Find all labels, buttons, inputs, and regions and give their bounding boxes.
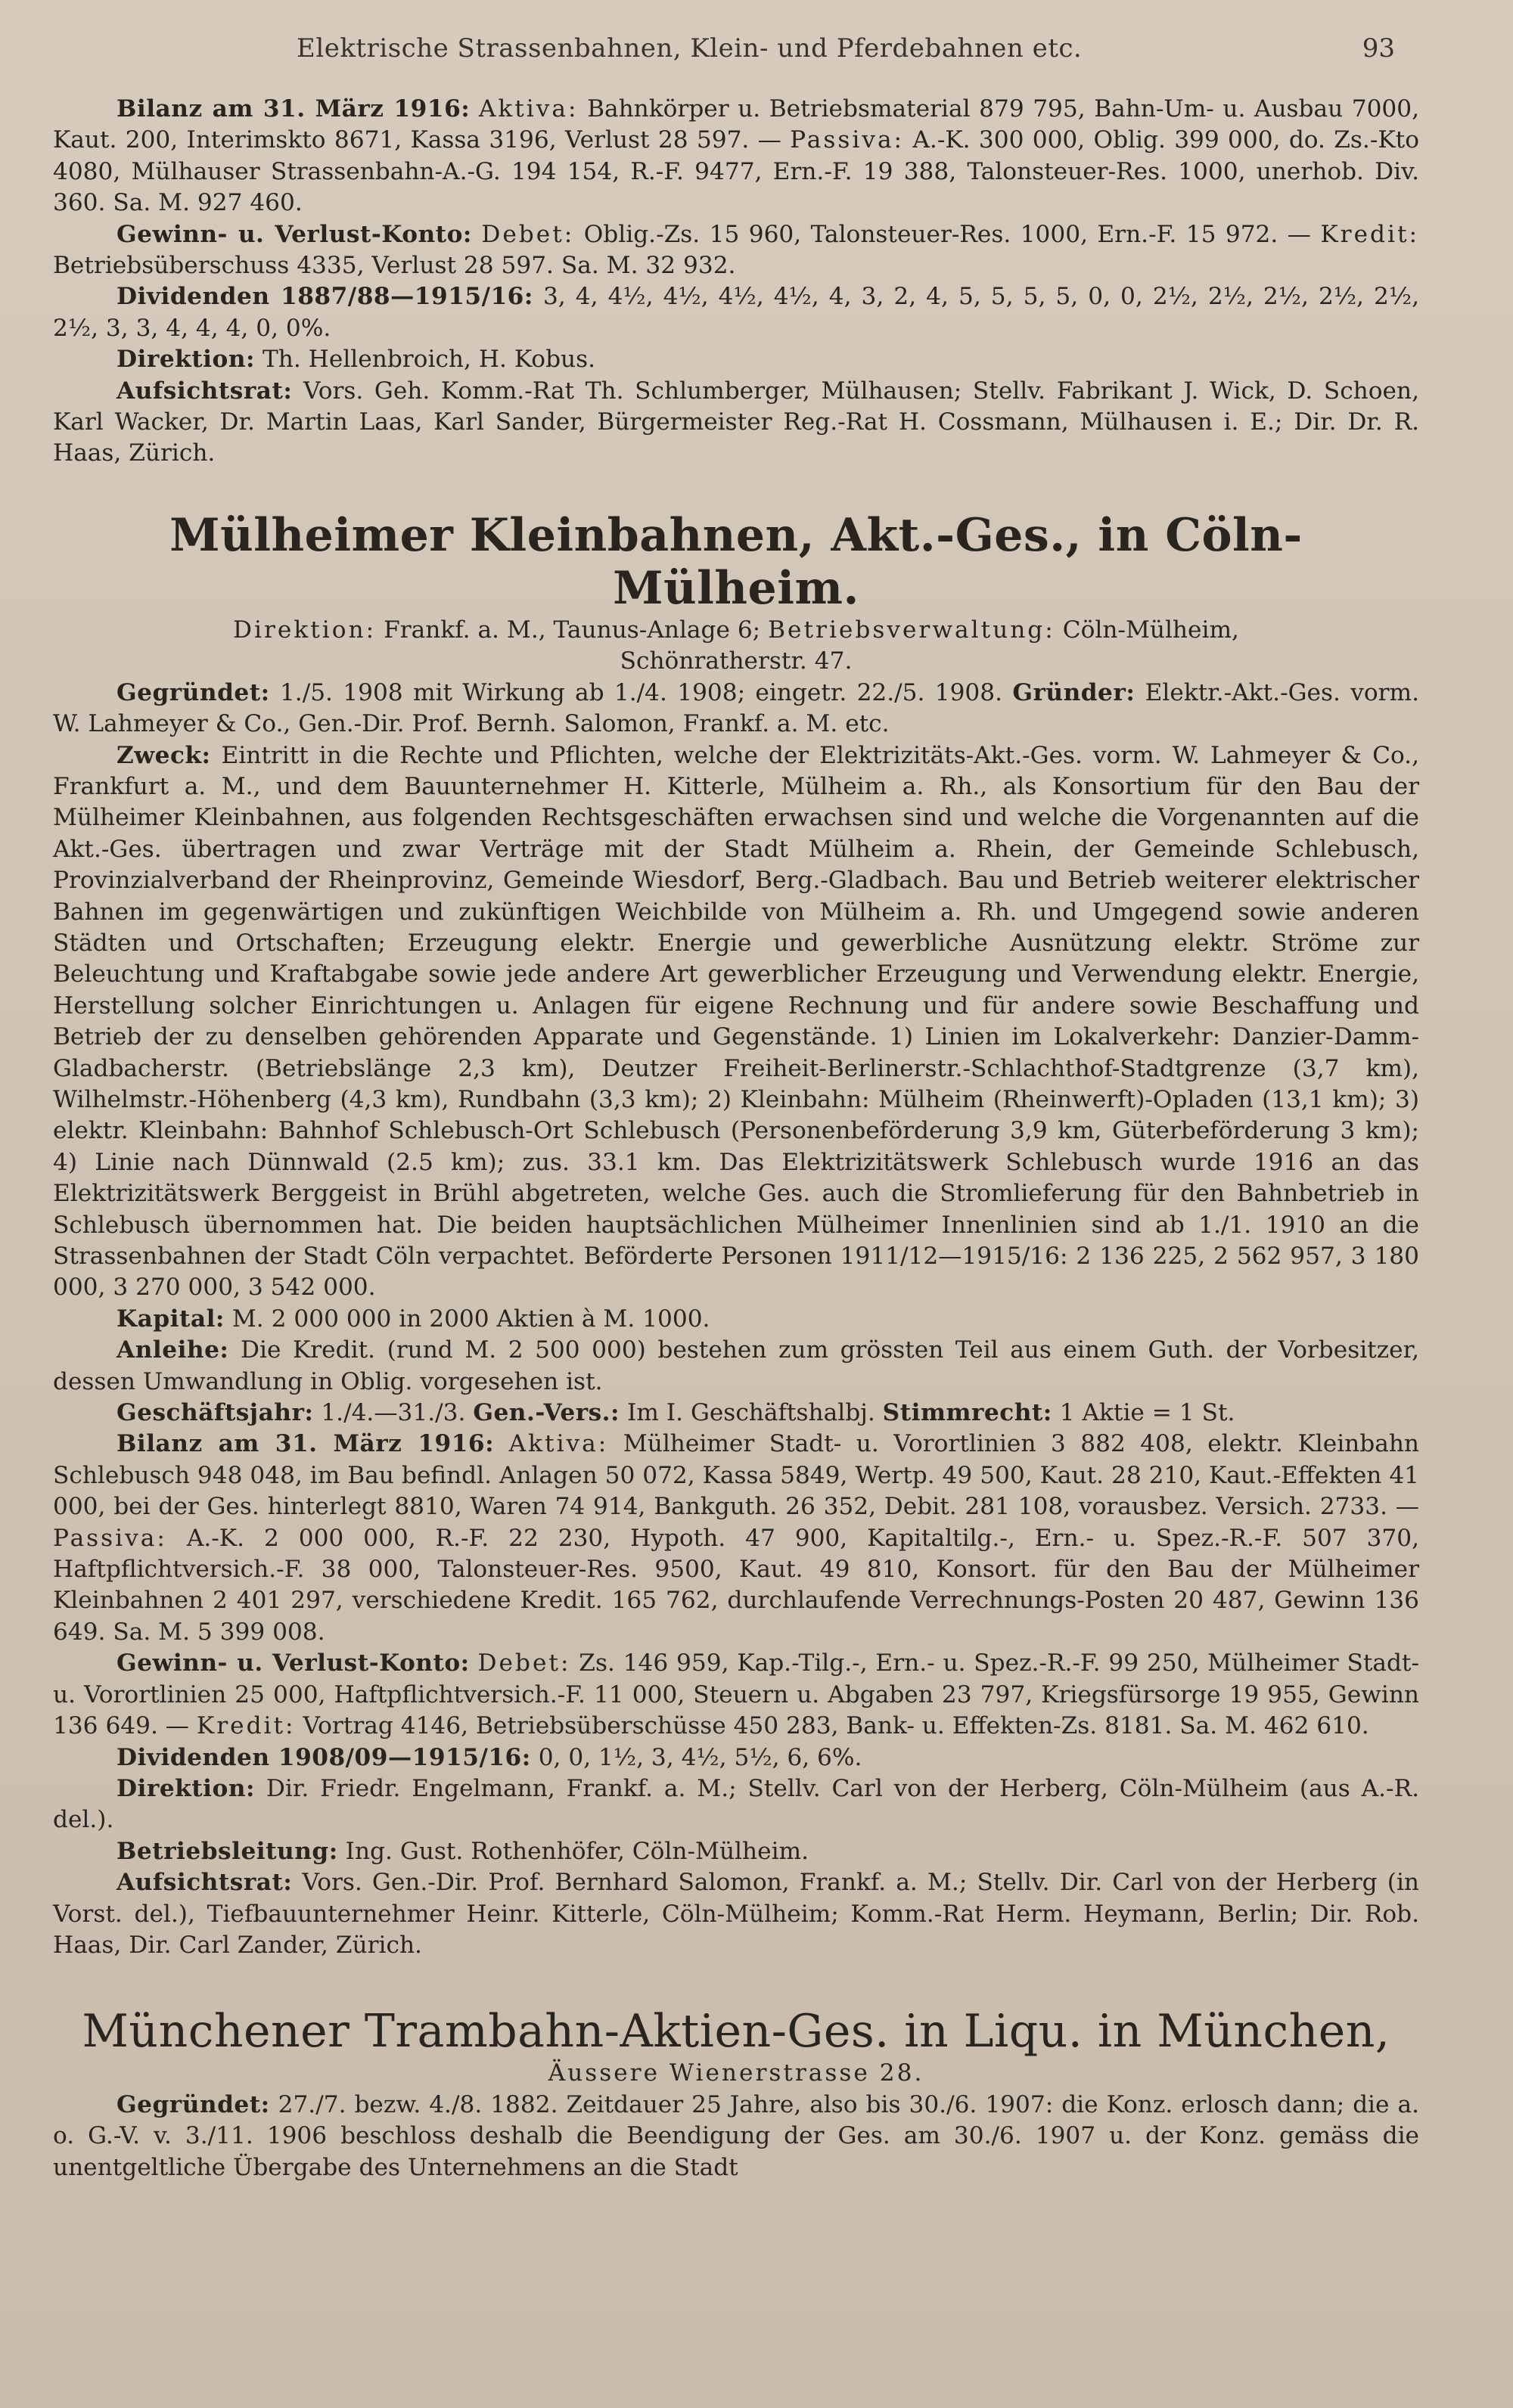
c1-aktiva-text: Mülheimer Stadt- u. Vorortlinien 3 882 408, elektr. Kleinbahn Schlebusch 948 048, im Bau befindl. Anlagen 50 072, Kassa 5849, Wertp. 49 500, Kaut. 28 210, Kaut.-Effekten 41 000, bei der Ges. hinterlegt 8810, Waren 74 914, Bankguth. 26 352, Debit. 281 108, vorausbez. Versich. 2733. — xyxy=(53,1430,1419,1521)
prev-direktion-text: Th. Hellenbroich, H. Kobus. xyxy=(262,346,596,374)
c1-geschaeftsjahr xyxy=(53,1398,1419,1429)
c1-geschaeftsjahr-text: 1./4.—31./3. xyxy=(321,1399,466,1427)
c1-gv-label: Gen.-Vers.: xyxy=(473,1399,620,1427)
c1-passiva-text: A.-K. 2 000 000, R.-F. 22 230, Hypoth. 47 900, Kapitaltilg.-, Ern.- u. Spez.-R.-F. 507 370, Haftpflichtversich.-F. 38 000, Talonsteuer-Res. 9500, Kaut. 49 810, Konsort. für den Bau der Mülheimer Kleinbahnen 2 401 297, verschiedene Kredit. 165 762, durchlaufende Verrechnungs-Posten 20 487, Gewinn 136 649. Sa. M. 5 399 008. xyxy=(53,1524,1419,1646)
prev-debet-text: Oblig.-Zs. 15 960, Talonsteuer-Res. 1000, Ern.-F. 15 972. — xyxy=(583,220,1311,248)
c1-gruender-label: Gründer: xyxy=(1012,678,1136,706)
c2-gegruendet-text: 27./7. bezw. 4./8. 1882. Zeitdauer 25 Jahre, also bis 30./6. 1907: die Konz. erlosch dann; die a. o. G.-V. v. 3./11. 1906 beschloss deshalb die Beendigung der Ges. am 30./6. 1907 u. der Konz. gemäss die unentgeltliche Übergabe des Unternehmens an die Stadt xyxy=(53,2090,1419,2181)
c1-kredit-text: Vortrag 4146, Betriebsüberschüsse 450 283, Bank- u. Effekten-Zs. 8181. Sa. M. 462 610. xyxy=(303,1712,1369,1740)
c1-dividenden-text: 0, 0, 1½, 3, 4½, 5½, 6, 6%. xyxy=(538,1743,862,1771)
c1-passiva-label: Passiva: xyxy=(53,1524,167,1552)
c1-zweck xyxy=(53,740,1419,1304)
prev-aktiva-label: Aktiva: xyxy=(478,95,579,123)
c2-address: Äussere Wienerstrasse 28. xyxy=(548,2059,924,2087)
prev-guv-label: Gewinn- u. Verlust-Konto: xyxy=(117,220,472,248)
c1-kapital xyxy=(53,1304,1419,1335)
c1-address-line2: Schönratherstr. 47. xyxy=(620,647,853,675)
c1-dividenden xyxy=(53,1742,1419,1773)
c1-aufsichtsrat-label: Aufsichtsrat: xyxy=(117,1869,293,1897)
running-head-title: Elektrische Strassenbahnen, Klein- und Pferdebahnen etc. xyxy=(297,33,1083,64)
c2-gegruendet xyxy=(53,2090,1419,2183)
c1-gegruendet xyxy=(53,678,1419,740)
prev-bilanz xyxy=(53,94,1419,219)
c1-stimmrecht-label: Stimmrecht: xyxy=(882,1399,1052,1427)
page-number: 93 xyxy=(1362,33,1395,64)
c1-aktiva-label: Aktiva: xyxy=(508,1430,609,1458)
c1-gegruendet-text: 1./5. 1908 mit Wirkung ab 1./4. 1908; eingetr. 22./5. 1908. xyxy=(279,678,1003,706)
c1-gegruendet-label: Gegründet: xyxy=(117,678,270,706)
c1-betriebsverwaltung-text: Cöln-Mülheim, xyxy=(1062,616,1239,644)
prev-aufsichtsrat-text: Vors. Geh. Komm.-Rat Th. Schlumberger, Mülhausen; Stellv. Fabrikant J. Wick, D. Schoen, Karl Wacker, Dr. Martin Laas, Karl Sander, Bürgermeister Reg.-Rat H. Cossmann, Mülhausen i. E.; Dir. Dr. R. Haas, Zürich. xyxy=(53,377,1419,467)
c1-kredit-label: Kredit: xyxy=(196,1712,296,1740)
c1-gruender-text: Elektr.-Akt.-Ges. vorm. W. Lahmeyer & Co., Gen.-Dir. Prof. Bernh. Salomon, Frankf. a. M. etc. xyxy=(53,678,1420,738)
company-title-muelheimer: Mülheimer Kleinbahnen, Akt.-Ges., in Cöln-Mülheim. xyxy=(169,508,1303,615)
c1-direktion-text: Dir. Friedr. Engelmann, Frankf. a. M.; Stellv. Carl von der Herberg, Cöln-Mülheim (aus A.-R. del.). xyxy=(53,1774,1419,1834)
c1-betriebsleitung-text: Ing. Gust. Rothenhöfer, Cöln-Mülheim. xyxy=(345,1837,809,1865)
c1-kapital-text: M. 2 000 000 in 2000 Aktien à M. 1000. xyxy=(231,1305,710,1333)
prev-bilanz-label: Bilanz am 31. März 1916: xyxy=(117,95,471,123)
prev-dividenden-text: 3, 4, 4½, 4½, 4½, 4½, 4, 3, 2, 4, 5, 5, 5, 5, 0, 0, 2½, 2½, 2½, 2½, 2½, 2½, 3, 3, 4, 4, 4, 0, 0%. xyxy=(53,283,1419,342)
c1-stimmrecht-text: 1 Aktie = 1 St. xyxy=(1059,1399,1235,1427)
c2-gegruendet-label: Gegründet: xyxy=(117,2090,270,2118)
c1-aufsichtsrat xyxy=(53,1867,1419,1961)
c1-geschaeftsjahr-label: Geschäftsjahr: xyxy=(117,1399,314,1427)
c1-direktion-address xyxy=(53,615,1419,646)
c1-anleihe-label: Anleihe: xyxy=(117,1336,229,1364)
c1-debet-label: Debet: xyxy=(477,1649,571,1677)
prev-aufsichtsrat-label: Aufsichtsrat: xyxy=(117,377,293,405)
c1-zweck-label: Zweck: xyxy=(117,741,211,769)
prev-direktion xyxy=(53,344,1419,375)
c1-bilanz xyxy=(53,1429,1419,1648)
prev-dividenden-label: Dividenden 1887/88—1915/16: xyxy=(117,283,533,311)
prev-guv xyxy=(53,219,1419,282)
prev-aktiva-text: Bahnkörper u. Betriebsmaterial 879 795, Bahn-Um- u. Ausbau 7000, Kaut. 200, Interimskto 8671, Kassa 3196, Verlust 28 597. — xyxy=(53,95,1420,154)
prev-kredit-label: Kredit: xyxy=(1320,220,1420,248)
page-body xyxy=(53,94,1419,2183)
running-head xyxy=(0,33,1513,79)
c1-direktion-head-text: Frankf. a. M., Taunus-Anlage 6; xyxy=(384,616,761,644)
prev-direktion-label: Direktion: xyxy=(117,346,256,374)
c1-direktion-label: Direktion: xyxy=(117,1774,256,1802)
prev-debet-label: Debet: xyxy=(481,220,575,248)
c1-bilanz-label: Bilanz am 31. März 1916: xyxy=(117,1430,495,1458)
company-title-muenchener: Münchener Trambahn-Aktien-Ges. in Liqu. in München, xyxy=(82,2005,1390,2059)
c1-betriebsleitung xyxy=(53,1836,1419,1867)
c1-anleihe xyxy=(53,1335,1419,1398)
c1-aufsichtsrat-text: Vors. Gen.-Dir. Prof. Bernhard Salomon, Frankf. a. M.; Stellv. Dir. Carl von der Herberg (in Vorst. del.), Tiefbauunternehmer Heinr. Kitterle, Cöln-Mülheim; Komm.-Rat Herm. Heymann, Berlin; Dir. Rob. Haas, Dir. Carl Zander, Zürich. xyxy=(53,1869,1419,1959)
c1-dividenden-label: Dividenden 1908/09—1915/16: xyxy=(117,1743,531,1771)
c1-anleihe-text: Die Kredit. (rund M. 2 500 000) bestehen zum grössten Teil aus einem Guth. der Vorbesitzer, dessen Umwandlung in Oblig. vorgesehen ist. xyxy=(53,1336,1419,1395)
prev-dividenden xyxy=(53,281,1419,344)
c1-direktion-head-label: Direktion: xyxy=(233,616,377,644)
c1-betriebsverwaltung-label: Betriebsverwaltung: xyxy=(768,616,1055,644)
c1-gv-text: Im I. Geschäftshalbj. xyxy=(626,1399,875,1427)
c1-zweck-text: Eintritt in die Rechte und Pflichten, welche der Elektrizitäts-Akt.-Ges. vorm. W. Lahmeyer & Co., Frankfurt a. M., und dem Bauunternehmer H. Kitterle, Mülheim a. Rh., als Konsortium für den Bau der Mülheimer Kleinbahnen, aus folgenden Rechtsgeschäften erwachsen sind und welche die Vorgenannten auf die Akt.-Ges. übertragen und zwar Verträge mit der Stadt Mülheim a. Rhein, der Gemeinde Schlebusch, Provinzialverband der Rheinprovinz, Gemeinde Wiesdorf, Berg.-Gladbach. Bau und Betrieb weiterer elektrischer Bahnen im gegenwärtigen und zukünftigen Weichbilde von Mülheim a. Rh. und Umgegend sowie anderen Städten und Ortschaften; Erzeugung elektr. Energie und gewerbliche Ausnützung elektr. Ströme zur Beleuchtung und Kraftabgabe sowie jede andere Art gewerblicher Erzeugung und Verwendung elektr. Energie, Herstellung solcher Einrichtungen u. Anlagen für eigene Rechnung und für andere sowie Beschaffung und Betrieb der zu denselben gehörenden Apparate und Gegenstände. 1) Linien im Lokalverkehr: Danzier-Damm-Gladbacherstr. (Betriebslänge 2,3 km), Deutzer Freiheit-Berlinerstr.-Schlachthof-Stadtgrenze (3,7 km), Wilhelmstr.-Höhenberg (4,3 km), Rundbahn (3,3 km); 2) Kleinbahn: Mülheim (Rheinwerft)-Opladen (13,1 km); 3) elektr. Kleinbahn: Bahnhof Schlebusch-Ort Schlebusch (Personenbeförderung 3,9 km, Güterbeförderung 3 km); 4) Linie nach Dünnwald (2.5 km); zus. 33.1 km. Das Elektrizitätswerk Schlebusch wurde 1916 an das Elektrizitätswerk Berggeist in Brühl abgetreten, welche Ges. auch die Stromlieferung für den Bahnbetrieb in Schlebusch übernommen hat. Die beiden hauptsächlichen Mülheimer Innenlinien sind ab 1./1. 1910 an die Strassenbahnen der Stadt Cöln verpachtet. Beförderte Personen 1911/12—1915/16: 2 136 225, 2 562 957, 3 180 000, 3 270 000, 3 542 000. xyxy=(53,741,1419,1302)
c1-guv-label: Gewinn- u. Verlust-Konto: xyxy=(117,1649,470,1677)
c1-direktion xyxy=(53,1773,1419,1836)
c1-debet-text: Zs. 146 959, Kap.-Tilg.-, Ern.- u. Spez.-R.-F. 99 250, Mülheimer Stadt- u. Vorortlinien 25 000, Haftpflichtversich.-F. 11 000, Steuern u. Abgaben 23 797, Kriegsfürsorge 19 955, Gewinn 136 649. — xyxy=(53,1649,1419,1740)
c1-kapital-label: Kapital: xyxy=(117,1305,225,1333)
prev-aufsichtsrat xyxy=(53,376,1419,470)
prev-passiva-label: Passiva: xyxy=(790,126,905,154)
prev-passiva-text: A.-K. 300 000, Oblig. 399 000, do. Zs.-Kto 4080, Mülhauser Strassenbahn-A.-G. 194 154, R.-F. 9477, Ern.-F. 19 388, Talonsteuer-Res. 1000, unerhob. Div. 360. Sa. M. 927 460. xyxy=(53,126,1419,217)
prev-kredit-text: Betriebsüberschuss 4335, Verlust 28 597. Sa. M. 32 932. xyxy=(53,252,736,280)
c1-betriebsleitung-label: Betriebsleitung: xyxy=(117,1837,338,1865)
c1-guv xyxy=(53,1648,1419,1742)
